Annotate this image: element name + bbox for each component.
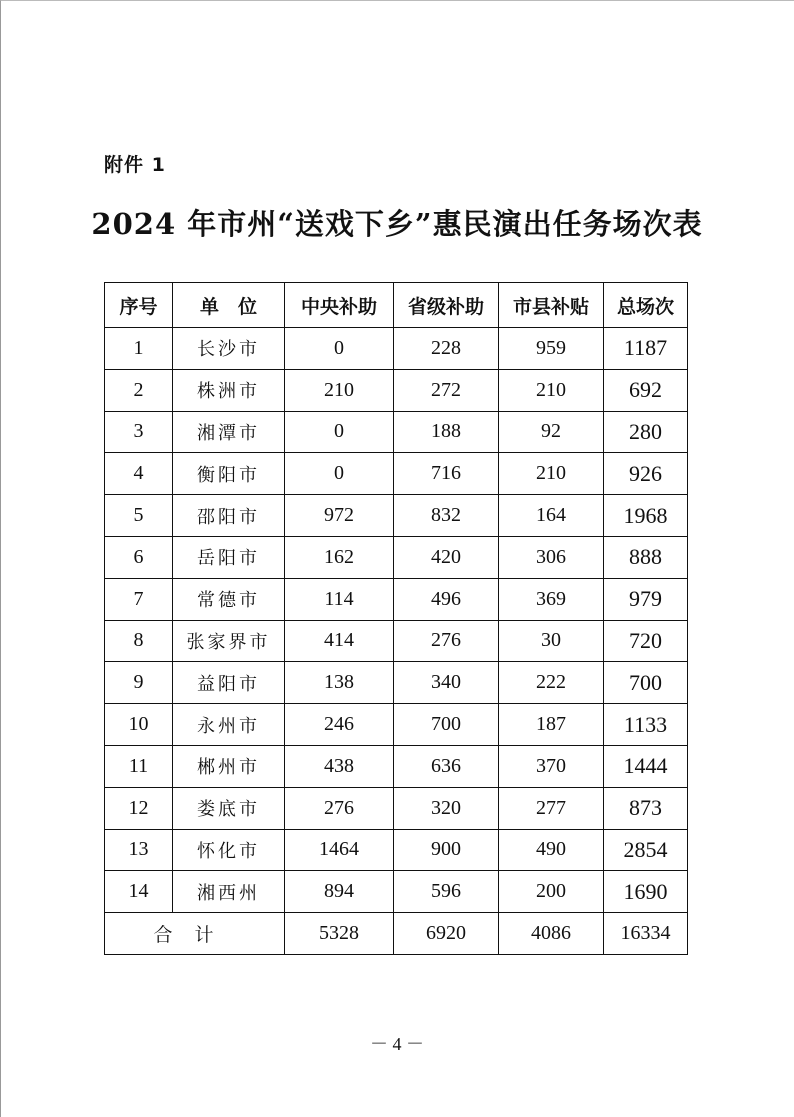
cell-central: 246 — [285, 704, 394, 746]
cell-total: 1968 — [604, 495, 688, 537]
cell-unit: 常德市 — [173, 578, 285, 620]
cell-central: 438 — [285, 745, 394, 787]
cell-city-county: 92 — [499, 411, 604, 453]
cell-provincial: 228 — [394, 328, 499, 370]
cell-total: 700 — [604, 662, 688, 704]
cell-unit: 湘西州 — [173, 871, 285, 913]
cell-total: 720 — [604, 620, 688, 662]
cell-unit: 永州市 — [173, 704, 285, 746]
cell-city-county: 277 — [499, 787, 604, 829]
cell-no: 4 — [105, 453, 173, 495]
cell-no: 13 — [105, 829, 173, 871]
table-row — [105, 745, 688, 787]
page-number: － 4 － — [370, 1034, 424, 1054]
cell-unit: 株洲市 — [173, 369, 285, 411]
cell-unit: 娄底市 — [173, 787, 285, 829]
table-row — [105, 871, 688, 913]
cell-central: 1464 — [285, 829, 394, 871]
cell-central: 210 — [285, 369, 394, 411]
table-row — [105, 704, 688, 746]
table-row — [105, 662, 688, 704]
cell-city-county: 210 — [499, 453, 604, 495]
document-title: 2024 年市州“送戏下乡”惠民演出任务场次表 — [91, 207, 703, 241]
cell-unit: 邵阳市 — [173, 495, 285, 537]
cell-city-county: 369 — [499, 578, 604, 620]
cell-total: 926 — [604, 453, 688, 495]
cell-no: 3 — [105, 411, 173, 453]
table-row — [105, 411, 688, 453]
cell-central: 972 — [285, 495, 394, 537]
cell-no: 12 — [105, 787, 173, 829]
cell-city-county: 306 — [499, 536, 604, 578]
cell-total: 692 — [604, 369, 688, 411]
cell-total: 888 — [604, 536, 688, 578]
cell-provincial: 700 — [394, 704, 499, 746]
cell-unit: 张家界市 — [173, 620, 285, 662]
cell-central: 114 — [285, 578, 394, 620]
cell-central: 414 — [285, 620, 394, 662]
cell-total: 280 — [604, 411, 688, 453]
cell-provincial: 320 — [394, 787, 499, 829]
cell-unit: 怀化市 — [173, 829, 285, 871]
attachment-label: 附件 1 — [104, 154, 166, 176]
cell-provincial: 188 — [394, 411, 499, 453]
table-row — [105, 620, 688, 662]
cell-unit: 衡阳市 — [173, 453, 285, 495]
table-row — [105, 328, 688, 370]
cell-no: 11 — [105, 745, 173, 787]
cell-city-county: 210 — [499, 369, 604, 411]
table-row — [105, 495, 688, 537]
cell-city-county: 490 — [499, 829, 604, 871]
sum-provincial: 6920 — [394, 913, 499, 955]
cell-no: 8 — [105, 620, 173, 662]
cell-central: 894 — [285, 871, 394, 913]
cell-city-county: 959 — [499, 328, 604, 370]
table-row — [105, 369, 688, 411]
cell-total: 979 — [604, 578, 688, 620]
cell-provincial: 340 — [394, 662, 499, 704]
cell-no: 6 — [105, 536, 173, 578]
cell-central: 0 — [285, 328, 394, 370]
table-row — [105, 578, 688, 620]
cell-no: 1 — [105, 328, 173, 370]
cell-central: 162 — [285, 536, 394, 578]
table-row — [105, 787, 688, 829]
cell-no: 7 — [105, 578, 173, 620]
table-header-row — [105, 283, 688, 328]
cell-city-county: 187 — [499, 704, 604, 746]
cell-no: 5 — [105, 495, 173, 537]
cell-unit: 郴州市 — [173, 745, 285, 787]
performance-quota-table — [104, 282, 688, 955]
cell-unit: 岳阳市 — [173, 536, 285, 578]
cell-total: 2854 — [604, 829, 688, 871]
sum-city-county: 4086 — [499, 913, 604, 955]
cell-city-county: 164 — [499, 495, 604, 537]
cell-city-county: 222 — [499, 662, 604, 704]
table-row — [105, 829, 688, 871]
table-row — [105, 453, 688, 495]
sum-total: 16334 — [604, 913, 688, 955]
cell-central: 0 — [285, 411, 394, 453]
cell-provincial: 420 — [394, 536, 499, 578]
cell-provincial: 716 — [394, 453, 499, 495]
cell-total: 1444 — [604, 745, 688, 787]
sum-row — [105, 913, 688, 955]
table-row — [105, 536, 688, 578]
header-no: 序号 — [105, 283, 173, 328]
cell-city-county: 200 — [499, 871, 604, 913]
cell-total: 1690 — [604, 871, 688, 913]
cell-central: 138 — [285, 662, 394, 704]
cell-unit: 湘潭市 — [173, 411, 285, 453]
cell-unit: 长沙市 — [173, 328, 285, 370]
cell-provincial: 596 — [394, 871, 499, 913]
cell-provincial: 900 — [394, 829, 499, 871]
cell-provincial: 272 — [394, 369, 499, 411]
header-unit: 单 位 — [173, 283, 285, 328]
cell-total: 1187 — [604, 328, 688, 370]
cell-provincial: 496 — [394, 578, 499, 620]
cell-no: 2 — [105, 369, 173, 411]
cell-city-county: 370 — [499, 745, 604, 787]
sum-label: 合计 — [105, 913, 285, 955]
cell-unit: 益阳市 — [173, 662, 285, 704]
cell-total: 1133 — [604, 704, 688, 746]
cell-total: 873 — [604, 787, 688, 829]
cell-provincial: 636 — [394, 745, 499, 787]
sum-central: 5328 — [285, 913, 394, 955]
header-provincial-subsidy: 省级补助 — [394, 283, 499, 328]
cell-provincial: 832 — [394, 495, 499, 537]
cell-provincial: 276 — [394, 620, 499, 662]
cell-central: 276 — [285, 787, 394, 829]
cell-no: 9 — [105, 662, 173, 704]
cell-central: 0 — [285, 453, 394, 495]
cell-city-county: 30 — [499, 620, 604, 662]
cell-no: 10 — [105, 704, 173, 746]
header-central-subsidy: 中央补助 — [285, 283, 394, 328]
header-total-shows: 总场次 — [604, 283, 688, 328]
cell-no: 14 — [105, 871, 173, 913]
header-city-county-subsidy: 市县补贴 — [499, 283, 604, 328]
